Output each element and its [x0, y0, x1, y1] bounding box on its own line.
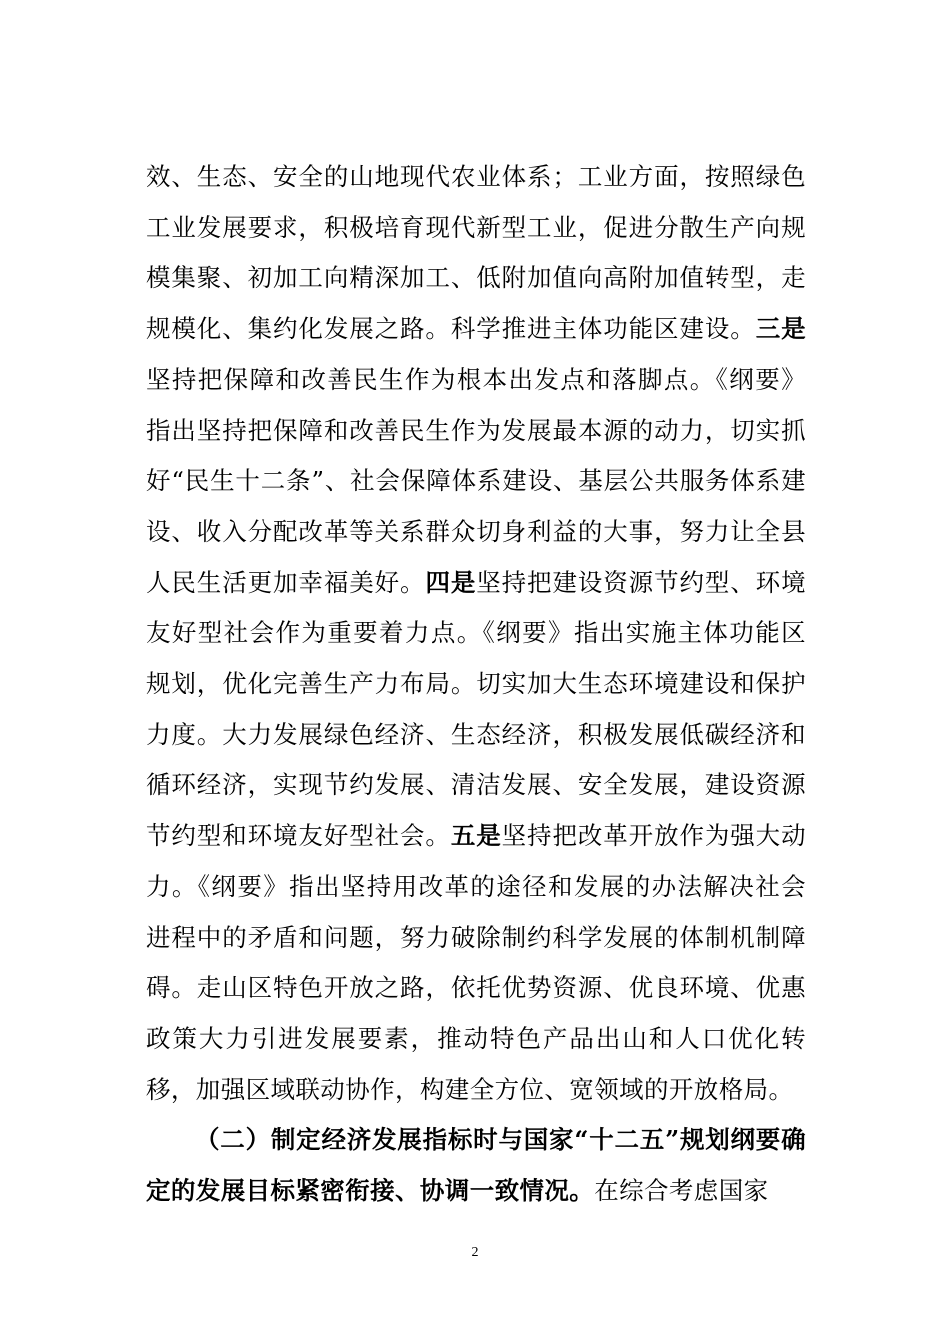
text-run: 坚持把改革开放作为强大动力。《纲要》指出坚持用改革的途径和发展的办法解决社会进程中的矛盾和问题，努力破除制约科学发展的体制机制障碍。走山区特色开放之路，依托优势资源、优良环境、优惠政策大力引进发展要素，推动特色产品出山和人口优化转移，加强区域联动协作，构建全方位、宽领域的开放格局。 [146, 821, 806, 1104]
section-heading: （二）制定经济发展指标时与国家“十二五”规划纲要确定的发展目标紧密衔接、协调一致情况。 [146, 1125, 806, 1206]
paragraph-continued [146, 152, 806, 1115]
document-body [146, 152, 806, 1217]
text-run: 在综合考虑国家 [594, 1176, 769, 1206]
text-run: 坚持把保障和改善民生作为根本出发点和落脚点。《纲要》指出坚持把保障和改善民生作为发展最本源的动力，切实抓好“民生十二条”、社会保障体系建设、基层公共服务体系建设、收入分配改革等关系群众切身利益的大事，努力让全县人民生活更加幸福美好。 [146, 364, 806, 597]
bold-ordinal: 五是 [450, 821, 502, 851]
bold-ordinal: 三是 [755, 314, 806, 344]
page-number: 2 [471, 1245, 479, 1260]
bold-ordinal: 四是 [425, 567, 477, 597]
paragraph-section-two [146, 1115, 806, 1216]
text-run: 效、生态、安全的山地现代农业体系；工业方面，按照绿色工业发展要求，积极培育现代新型工业，促进分散生产向规模集聚、初加工向精深加工、低附加值向高附加值转型，走规模化、集约化发展之路。科学推进主体功能区建设。 [146, 162, 806, 344]
text-run: 坚持把建设资源节约型、环境友好型社会作为重要着力点。《纲要》指出实施主体功能区规划，优化完善生产力布局。切实加大生态环境建设和保护力度。大力发展绿色经济、生态经济，积极发展低碳经济和循环经济，实现节约发展、清洁发展、安全发展，建设资源节约型和环境友好型社会。 [146, 567, 806, 851]
